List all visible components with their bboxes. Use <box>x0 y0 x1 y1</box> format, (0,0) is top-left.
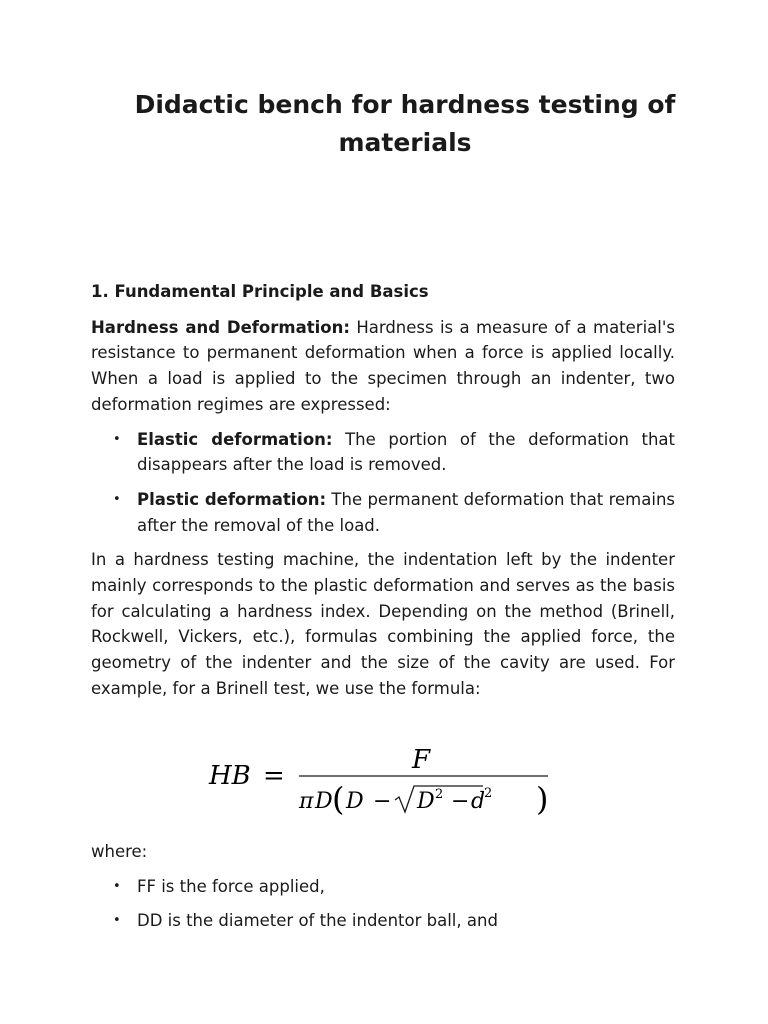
formula-minus2: − <box>451 789 470 814</box>
list-item-force <box>91 874 675 900</box>
formula-minus: − <box>373 789 392 814</box>
formula-D1: D <box>315 789 333 814</box>
list-item-text: FF is the force applied, <box>137 876 325 896</box>
deformation-list <box>91 427 675 539</box>
intro-term: Hardness and Deformation: <box>91 317 350 337</box>
list-item-diameter <box>91 908 675 934</box>
where-section <box>91 839 675 943</box>
formula-open-paren: ( <box>332 780 345 818</box>
formula-close-paren: ) <box>536 780 549 818</box>
list-item-text: The portion of the deformation that disappears after the load is removed. <box>137 429 676 475</box>
variables-list <box>91 874 675 934</box>
formula-pi: π <box>299 789 314 814</box>
title-line-1: Didactic bench for hardness testing of <box>134 90 676 119</box>
intro-paragraph <box>91 315 675 418</box>
formula-d: d <box>471 789 486 814</box>
list-item-text: The permanent deformation that remains after the removal of the load. <box>137 489 675 535</box>
formula-equals: = <box>263 761 285 791</box>
formula-lhs: HB <box>209 761 251 791</box>
intro-text: Hardness is a measure of a material's resistance to permanent deformation when a force is applied locally. When a load is applied to the specimen through an indenter, two deformation regimes are expressed: <box>91 317 675 414</box>
bullet-icon: • <box>113 878 121 894</box>
document-title <box>100 86 710 162</box>
bullet-icon: • <box>113 913 121 929</box>
formula-D2: D <box>346 789 364 814</box>
bullet-icon: • <box>113 431 121 447</box>
formula-numerator: F <box>412 745 431 775</box>
brinell-formula <box>207 740 557 820</box>
title-line-2: materials <box>338 128 472 157</box>
list-item-plastic <box>91 487 675 538</box>
formula-exp2: 2 <box>484 786 493 801</box>
bullet-icon: • <box>113 491 121 507</box>
list-item-term: Elastic deformation: <box>137 429 333 449</box>
method-paragraph: In a hardness testing machine, the indentation left by the indenter mainly corresponds to the plastic deformation and serves as the basis for calculating a hardness index. Depending on the method (Brinell, Rockwell, Vickers, etc.), formulas combining the applied force, the geometry of the indenter and the size of the cavity are used. For example, for a Brinell test, we use the formula: <box>91 550 675 698</box>
section-1 <box>91 279 675 711</box>
formula-D3: D <box>417 789 435 814</box>
list-item-term: Plastic deformation: <box>137 489 327 509</box>
list-item-text: DD is the diameter of the indentor ball, and <box>137 911 498 931</box>
list-item-elastic <box>91 427 675 478</box>
formula-exp1: 2 <box>435 787 444 802</box>
where-label: where: <box>91 842 148 861</box>
section-heading: 1. Fundamental Principle and Basics <box>91 282 429 301</box>
